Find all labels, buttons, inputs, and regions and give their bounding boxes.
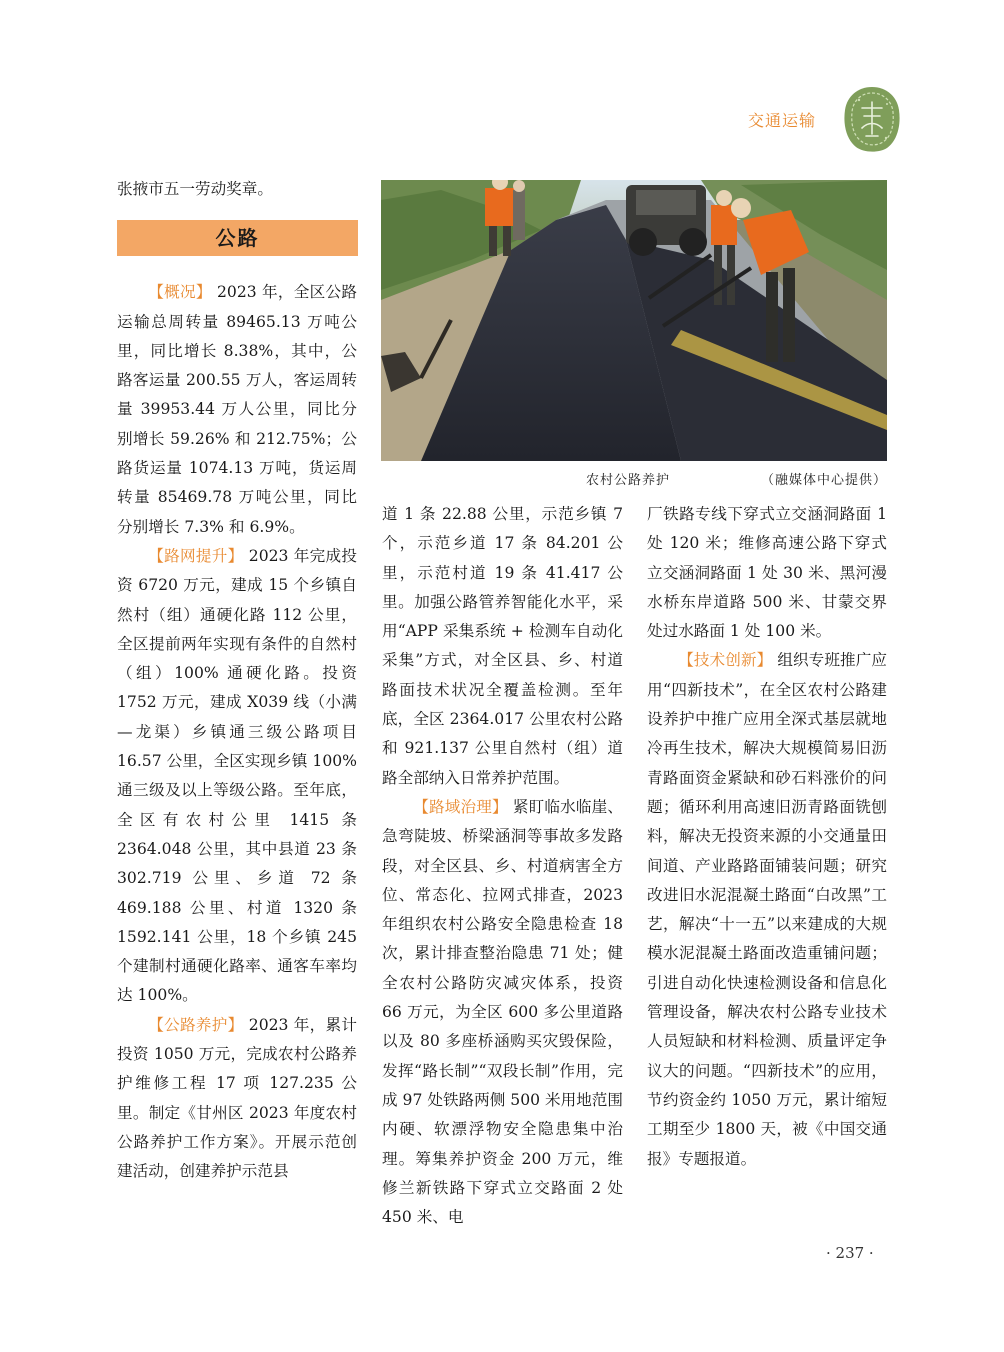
- paragraph-continued: 道 1 条 22.88 公里，示范乡镇 7 个，示范乡道 17 条 84.201 公里，示范村道 19 条 41.417 公里。加强公路管养智能化水平，采用“APP 采集系统 + 检测车自动化采集”方式，对全区县、乡、村道路面技术状况全覆盖检测。至年底，全区 2364.017 公里农村公路和 921.137 公里自然村（组）道路全部纳入日常养护范围。: [382, 505, 623, 787]
- lead-text: 张掖市五一劳动奖章。: [117, 180, 273, 198]
- paragraph-tag: 【公路养护】: [148, 1015, 244, 1034]
- seal-stamp-icon: [842, 84, 902, 154]
- paragraph-network: [117, 542, 357, 1011]
- paragraph-body: 组织专班推广应用“四新技术”，在全区农村公路建设养护中推广应用全深式基层就地冷再生技术，解决大规模简易旧沥青路面资金紧缺和砂石料涨价的问题；循环利用高速旧沥青路面铣刨料，解决无投资来源的小交通量田间道、产业路路面铺装问题；研究改进旧水泥混凝土路面“白改黑”工艺，解决“十一五”以来建成的大规模水泥混凝土路面改造重铺问题；引进自动化快速检测设备和信息化管理设备，解决农村公路专业技术人员短缺和材料检测、质量评定争议大的问题。“四新技术”的应用，节约资金约 1050 万元，累计缩短工期至少 1800 天，被《中国交通报》专题报道。: [647, 651, 887, 1168]
- section-title: 公路: [215, 225, 260, 250]
- paragraph-body: 2023 年，累计投资 1050 万元，完成农村公路养护维修工程 17 项 127.235 公里。制定《甘州区 2023 年度农村公路养护工作方案》。开展示范创建活动，创建养护示范县: [117, 1015, 357, 1181]
- paragraph-maintenance: [117, 1011, 357, 1187]
- paragraph-tag: 【技术创新】: [678, 651, 773, 670]
- column-right: [647, 500, 887, 1174]
- column-left: [117, 175, 357, 1187]
- page-number: · 237 ·: [826, 1244, 874, 1262]
- paragraph-body: 2023 年完成投资 6720 万元，建成 15 个乡镇自然村（组）通硬化路 112 公里，全区提前两年实现有条件的自然村（组）100% 通硬化路。投资 1752 万元，建成 X039 线（小满—龙渠）乡镇通三级公路项目 16.57 公里，全区实现乡镇 100% 通三级及以上等级公路。至年底，全区有农村公里 1415 条 2364.048 公里，其中县道 23 条 302.719 公里、乡道 72 条 469.188 公里、村道 1320 条 1592.141 公里，18 个乡镇 245 个建制村通硬化路率、通客车率均达 100%。: [117, 546, 357, 1005]
- paragraph-tech-innovation: [647, 646, 887, 1173]
- paragraph-road-governance: [382, 793, 623, 1232]
- section-title-bar: [117, 220, 358, 256]
- section-header: 交通运输: [748, 111, 817, 130]
- paragraph-overview: [117, 278, 357, 542]
- paragraph-continued: 厂铁路专线下穿式立交涵洞路面 1 处 120 米；维修高速公路下穿式立交涵洞路面 1 处 30 米、黑河漫水桥东岸道路 500 米、甘蒙交界处过水路面 1 处 100 米。: [647, 505, 887, 641]
- paragraph-body: 2023 年，全区公路运输总周转量 89465.13 万吨公里，同比增长 8.38%，其中，公路客运量 200.55 万人，客运周转量 39953.44 万人公里，同比分别增长 59.26% 和 212.75%；公路货运量 1074.13 万吨，货运周转量 85469.78 万吨公里，同比分别增长 7.3% 和 6.9%。: [117, 283, 357, 536]
- paragraph-tag: 【路域治理】: [413, 797, 508, 816]
- caption-title: 农村公路养护: [586, 473, 671, 488]
- paragraph-tag: 【概况】: [148, 283, 212, 302]
- paragraph-body: 紧盯临水临崖、急弯陡坡、桥梁涵洞等事故多发路段，对全区县、乡、村道病害全方位、常态化、拉网式排查，2023 年组织农村公路安全隐患检查 18 次，累计排查整治隐患 71 处；健全农村公路防灾减灾体系，投资 66 万元，为全区 600 多公里道路以及 80 多座桥涵购买灾毁保险，发挥“路长制”“双段长制”作用，完成 97 处铁路两侧 500 米用地范围内硬、软漂浮物安全隐患集中治理。筹集养护资金 200 万元，维修兰新铁路下穿式立交路面 2 处 450 米、电: [382, 797, 623, 1227]
- caption-credit: （融媒体中心提供）: [760, 473, 887, 488]
- column-middle: [382, 500, 623, 1232]
- paragraph-tag: 【路网提升】: [148, 546, 244, 565]
- photo-caption: [381, 469, 887, 489]
- road-maintenance-photo: [381, 180, 887, 461]
